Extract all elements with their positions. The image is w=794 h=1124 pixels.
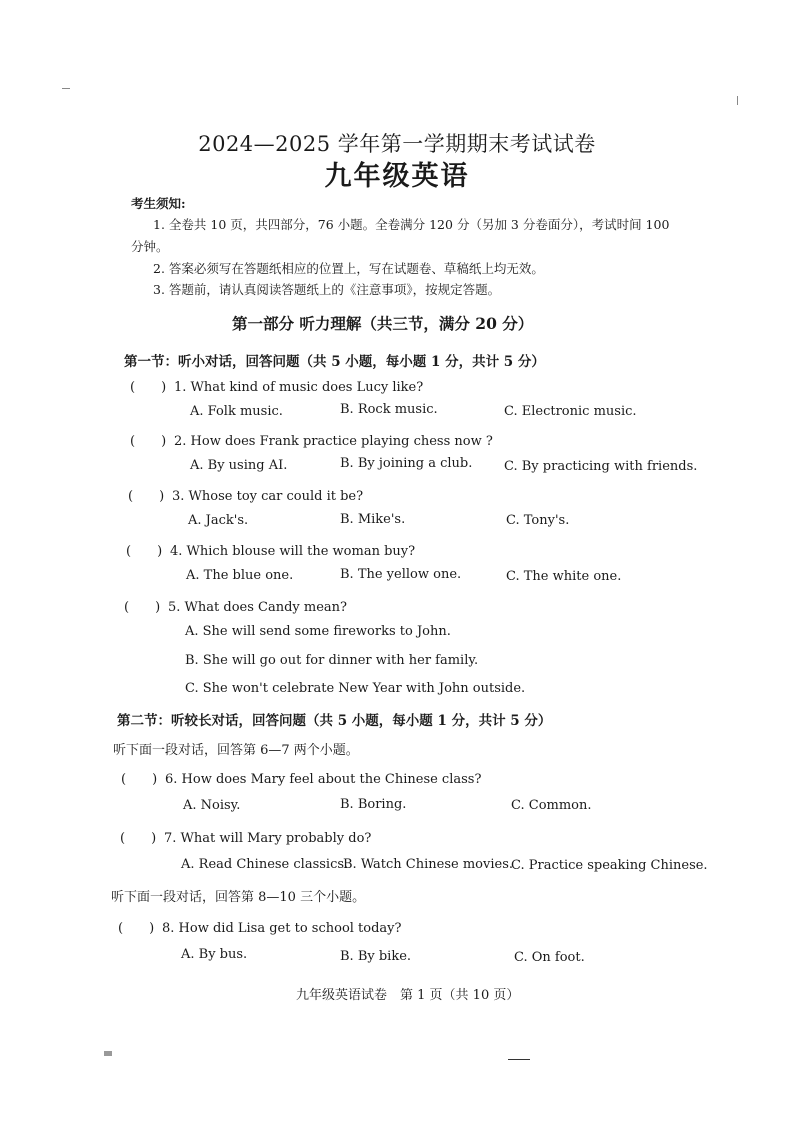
option-1c: C. Electronic music. <box>504 404 637 419</box>
question-5 <box>124 596 347 615</box>
question-text: 4. Which blouse will the woman buy? <box>170 544 416 559</box>
answer-blank[interactable]: ( ) <box>124 600 161 615</box>
option-5c: C. She won't celebrate New Year with John outside. <box>185 681 526 696</box>
option-3a: A. Jack's. <box>188 513 249 528</box>
option-4a: A. The blue one. <box>186 568 294 583</box>
question-8 <box>118 917 402 936</box>
option-1a: A. Folk music. <box>190 404 283 419</box>
option-3b: B. Mike's. <box>340 512 406 527</box>
answer-blank[interactable]: ( ) <box>120 831 157 846</box>
option-6c: C. Common. <box>511 798 592 813</box>
option-7a: A. Read Chinese classics. <box>181 857 349 872</box>
exam-subject: 九年级英语 <box>324 161 470 192</box>
page-footer: 九年级英语试卷 第 1 页（共 10 页） <box>296 988 520 1003</box>
question-text: 5. What does Candy mean? <box>168 600 348 615</box>
answer-blank[interactable]: ( ) <box>130 380 167 395</box>
answer-blank[interactable]: ( ) <box>128 489 165 504</box>
option-8b: B. By bike. <box>340 949 412 964</box>
answer-blank[interactable]: ( ) <box>126 544 163 559</box>
option-7c: C. Practice speaking Chinese. <box>511 858 708 873</box>
notice-item-1-cont: 分钟。 <box>131 239 169 254</box>
scan-speck <box>104 1051 112 1056</box>
option-6a: A. Noisy. <box>183 798 241 813</box>
notice-item-3: 3. 答题前，请认真阅读答题纸上的《注意事项》，按规定答题。 <box>153 282 501 297</box>
answer-blank[interactable]: ( ) <box>121 772 158 787</box>
question-2 <box>130 430 493 449</box>
scan-speck <box>737 96 738 105</box>
scan-speck <box>508 1059 530 1060</box>
question-text: 7. What will Mary probably do? <box>164 831 372 846</box>
exam-title: 2024—2025 学年第一学期期末考试试卷 <box>198 132 596 156</box>
scan-speck <box>62 88 70 89</box>
option-8a: A. By bus. <box>181 947 248 962</box>
section2-title: 第二节：听较长对话，回答问题（共 5 小题，每小题 1 分，共计 5 分） <box>117 713 552 729</box>
question-text: 1. What kind of music does Lucy like? <box>174 380 424 395</box>
question-text: 6. How does Mary feel about the Chinese class? <box>165 772 482 787</box>
notice-item-1: 1. 全卷共 10 页，共四部分，76 小题。全卷满分 120 分（另加 3 分卷面分），考试时间 100 <box>153 217 670 232</box>
part1-title: 第一部分 听力理解（共三节，满分 20 分） <box>232 314 534 333</box>
section2-intro-1: 听下面一段对话，回答第 6—7 两个小题。 <box>113 743 359 758</box>
option-4b: B. The yellow one. <box>340 567 462 582</box>
question-3 <box>128 485 363 504</box>
option-5b: B. She will go out for dinner with her family. <box>185 653 479 668</box>
question-1 <box>130 376 423 395</box>
option-8c: C. On foot. <box>514 950 585 965</box>
question-text: 2. How does Frank practice playing chess now ? <box>174 434 493 449</box>
option-6b: B. Boring. <box>340 797 407 812</box>
notice-item-2: 2. 答案必须写在答题纸相应的位置上，写在试题卷、草稿纸上均无效。 <box>153 261 544 276</box>
answer-blank[interactable]: ( ) <box>118 921 155 936</box>
option-1b: B. Rock music. <box>340 402 438 417</box>
option-3c: C. Tony's. <box>506 513 570 528</box>
option-2c: C. By practicing with friends. <box>504 459 698 474</box>
question-6 <box>121 768 481 787</box>
answer-blank[interactable]: ( ) <box>130 434 167 449</box>
question-text: 3. Whose toy car could it be? <box>172 489 364 504</box>
question-text: 8. How did Lisa get to school today? <box>162 921 402 936</box>
question-4 <box>126 540 415 559</box>
option-7b: B. Watch Chinese movies. <box>343 857 514 872</box>
section2-intro-2: 听下面一段对话，回答第 8—10 三个小题。 <box>111 890 366 905</box>
option-2a: A. By using AI. <box>190 458 288 473</box>
question-7 <box>120 827 371 846</box>
option-2b: B. By joining a club. <box>340 456 473 471</box>
notice-heading: 考生须知: <box>131 196 186 211</box>
option-5a: A. She will send some fireworks to John. <box>185 624 451 639</box>
option-4c: C. The white one. <box>506 569 622 584</box>
section1-title: 第一节：听小对话，回答问题（共 5 小题，每小题 1 分，共计 5 分） <box>124 354 545 370</box>
